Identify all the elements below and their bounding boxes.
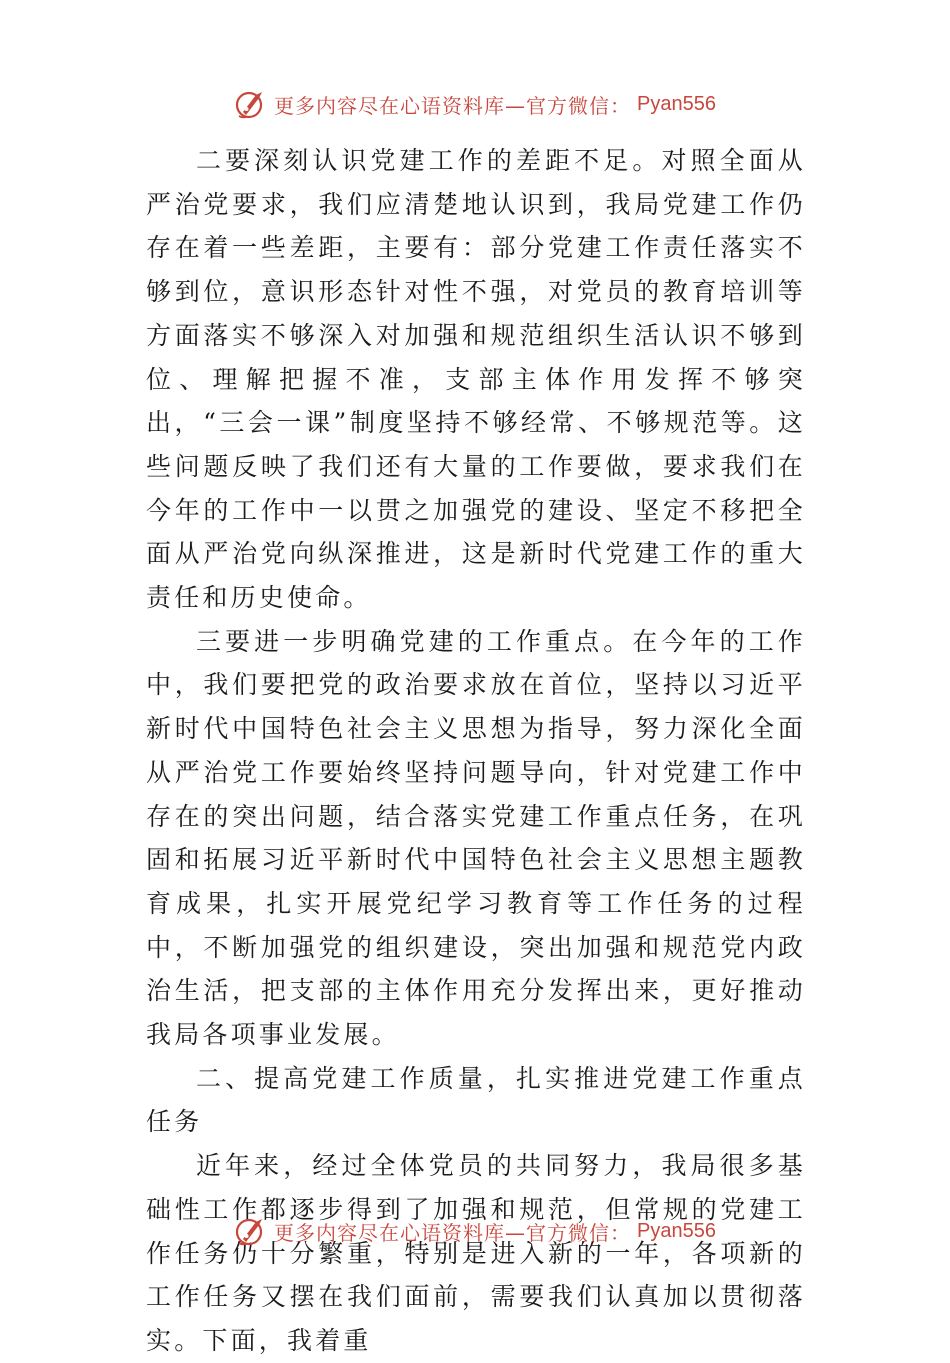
watermark-wechat-id: Pyan556: [637, 1219, 716, 1242]
watermark-text: 更多内容尽在心语资料库—官方微信：: [274, 1220, 632, 1245]
paragraph: 二要深刻认识党建工作的差距不足。对照全面从严治党要求，我们应清楚地认识到，我局党建工作仍存在着一些差距，主要有：部分党建工作责任落实不够到位，意识形态针对性不强，对党员的教育培训等方面落实不够深入对加强和规范组织生活认识不够到位、理解把握不准，支部主体作用发挥不够突出，“三会一课”制度坚持不够经常、不够规范等。这些问题反映了我们还有大量的工作要做，要求我们在今年的工作中一以贯之加强党的建设、坚定不移把全面从严治党向纵深推进，这是新时代党建工作的重大责任和历史使命。: [146, 146, 806, 613]
header-watermark: [0, 84, 950, 124]
section-heading: 二、提高党建工作质量，扎实推进党建工作重点任务: [146, 1063, 806, 1137]
footer-watermark: [0, 1211, 950, 1251]
paragraph: 三要进一步明确党建的工作重点。在今年的工作中，我们要把党的政治要求放在首位，坚持以习近平新时代中国特色社会主义思想为指导，努力深化全面从严治党工作要始终坚持问题导向，针对党建工作中存在的突出问题，结合落实党建工作重点任务，在巩固和拓展习近平新时代中国特色社会主义思想主题教育成果，扎实开展党纪学习教育等工作任务的过程中，不断加强党的组织建设，突出加强和规范党内政治生活，把支部的主体作用充分发挥出来，更好推动我局各项事业发展。: [146, 626, 806, 1050]
pen-nib-circle-icon: [234, 1214, 268, 1248]
pen-nib-circle-icon: [234, 87, 268, 121]
paragraph: 近年来，经过全体党员的共同努力，我局很多基础性工作都逐步得到了加强和规范，但常规的党建工作任务仍十分繁重，特别是进入新的一年，各项新的工作任务又摆在我们面前，需要我们认真加以贯彻落实。下面，我着重: [146, 1151, 806, 1355]
watermark-text: 更多内容尽在心语资料库—官方微信：: [274, 93, 632, 118]
watermark-wechat-id: Pyan556: [637, 92, 716, 115]
document-body: [146, 139, 806, 1363]
